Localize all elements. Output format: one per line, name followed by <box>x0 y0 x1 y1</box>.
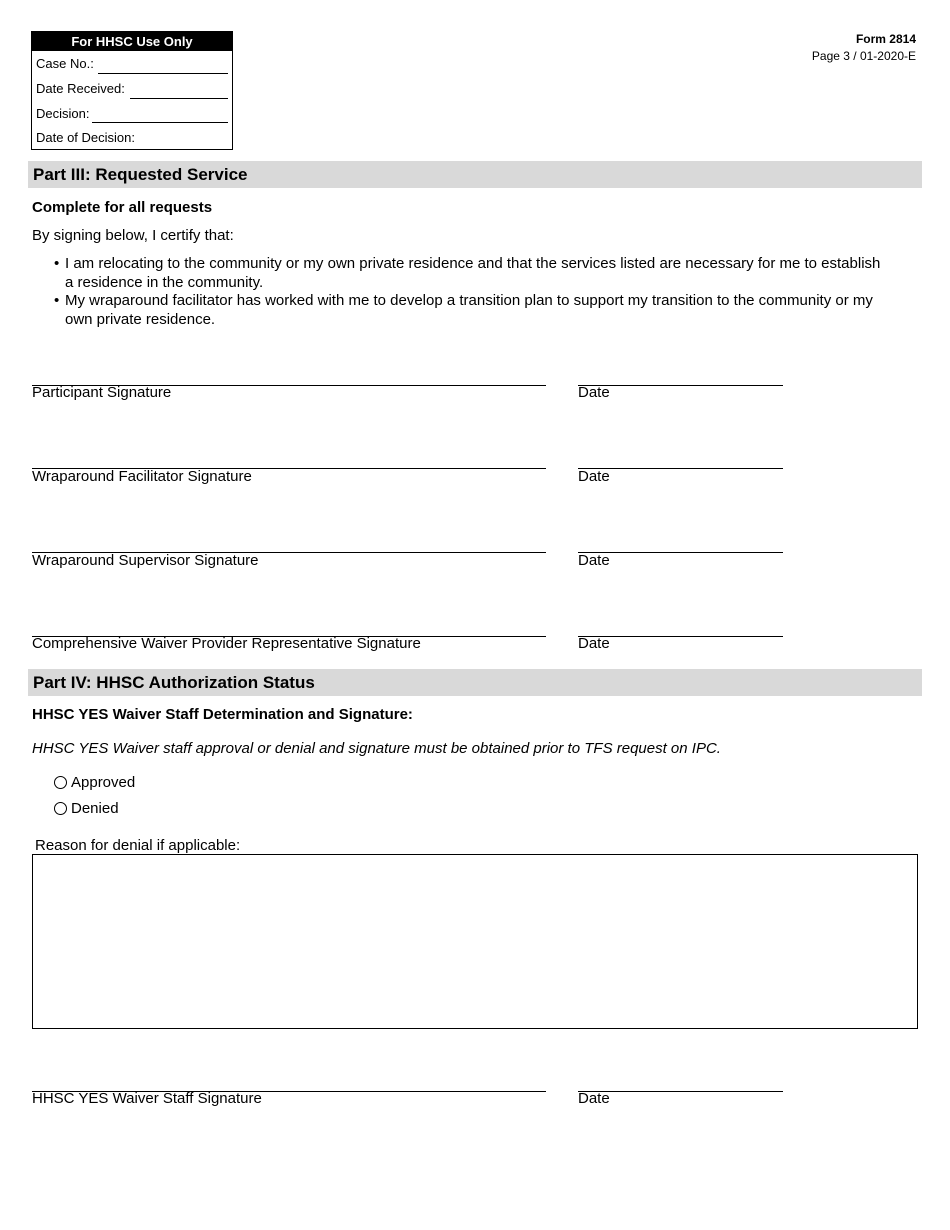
certify-intro: By signing below, I certify that: <box>32 227 234 244</box>
denied-radio[interactable] <box>54 802 67 815</box>
provider-signature-label: Comprehensive Waiver Provider Representative Signature <box>32 635 421 652</box>
page-number: Page 3 / 01-2020-E <box>811 49 916 63</box>
supervisor-date-label: Date <box>578 552 610 569</box>
bullet-2-line-1: My wraparound facilitator has worked with me to develop a transition plan to support my transition to the community or my <box>65 292 873 309</box>
list-item: • I am relocating to the community or my own private residence and that the services listed are necessary for me to establish a residence in the community. <box>54 254 916 292</box>
date-of-decision-label: Date of Decision: <box>36 130 135 146</box>
facilitator-signature-label: Wraparound Facilitator Signature <box>32 468 252 485</box>
date-received-label: Date Received: <box>36 80 125 96</box>
certification-list <box>54 254 916 328</box>
reason-for-denial-textarea[interactable] <box>32 854 918 1029</box>
part4-header <box>28 669 922 696</box>
bullet-1-line-2: a residence in the community. <box>65 274 264 291</box>
date-received-field[interactable] <box>130 98 228 99</box>
date-of-decision-row <box>32 125 232 150</box>
part3-title: Part III: Requested Service <box>33 165 248 184</box>
provider-date-label: Date <box>578 635 610 652</box>
office-use-box <box>31 31 233 150</box>
supervisor-signature-label: Wraparound Supervisor Signature <box>32 552 259 569</box>
denied-label: Denied <box>71 800 119 817</box>
form-identifier <box>812 31 916 65</box>
approved-option[interactable] <box>54 774 135 791</box>
approval-note: HHSC YES Waiver staff approval or denial and signature must be obtained prior to TFS request on IPC. <box>32 740 721 757</box>
part3-subhead: Complete for all requests <box>32 199 213 216</box>
date-received-row <box>32 76 232 101</box>
case-no-label: Case No.: <box>36 56 94 71</box>
participant-signature-label: Participant Signature <box>32 384 172 401</box>
participant-date-label: Date <box>578 384 610 401</box>
list-item: • My wraparound facilitator has worked with me to develop a transition plan to support my transition to the community or my own private residence. <box>54 291 916 329</box>
facilitator-date-label: Date <box>578 468 610 485</box>
staff-signature-label: HHSC YES Waiver Staff Signature <box>32 1090 262 1107</box>
part4-title: Part IV: HHSC Authorization Status <box>33 673 315 692</box>
decision-label: Decision: <box>36 105 90 121</box>
denied-option[interactable] <box>54 800 119 817</box>
decision-row <box>32 101 232 126</box>
decision-field[interactable] <box>92 122 228 123</box>
part3-header <box>28 161 922 188</box>
part4-subhead: HHSC YES Waiver Staff Determination and Signature: <box>32 706 413 723</box>
case-no-row <box>32 51 232 76</box>
reason-label: Reason for denial if applicable: <box>35 837 241 854</box>
approved-label: Approved <box>71 774 136 791</box>
bullet-1-line-1: I am relocating to the community or my own private residence and that the services listed are necessary for me to establish <box>65 255 881 272</box>
approved-radio[interactable] <box>54 776 67 789</box>
office-use-title: For HHSC Use Only <box>32 32 232 51</box>
case-no-field[interactable] <box>98 73 228 74</box>
bullet-2-line-2: own private residence. <box>65 311 216 328</box>
staff-date-label: Date <box>578 1090 610 1107</box>
form-number: Form 2814 <box>855 32 916 46</box>
